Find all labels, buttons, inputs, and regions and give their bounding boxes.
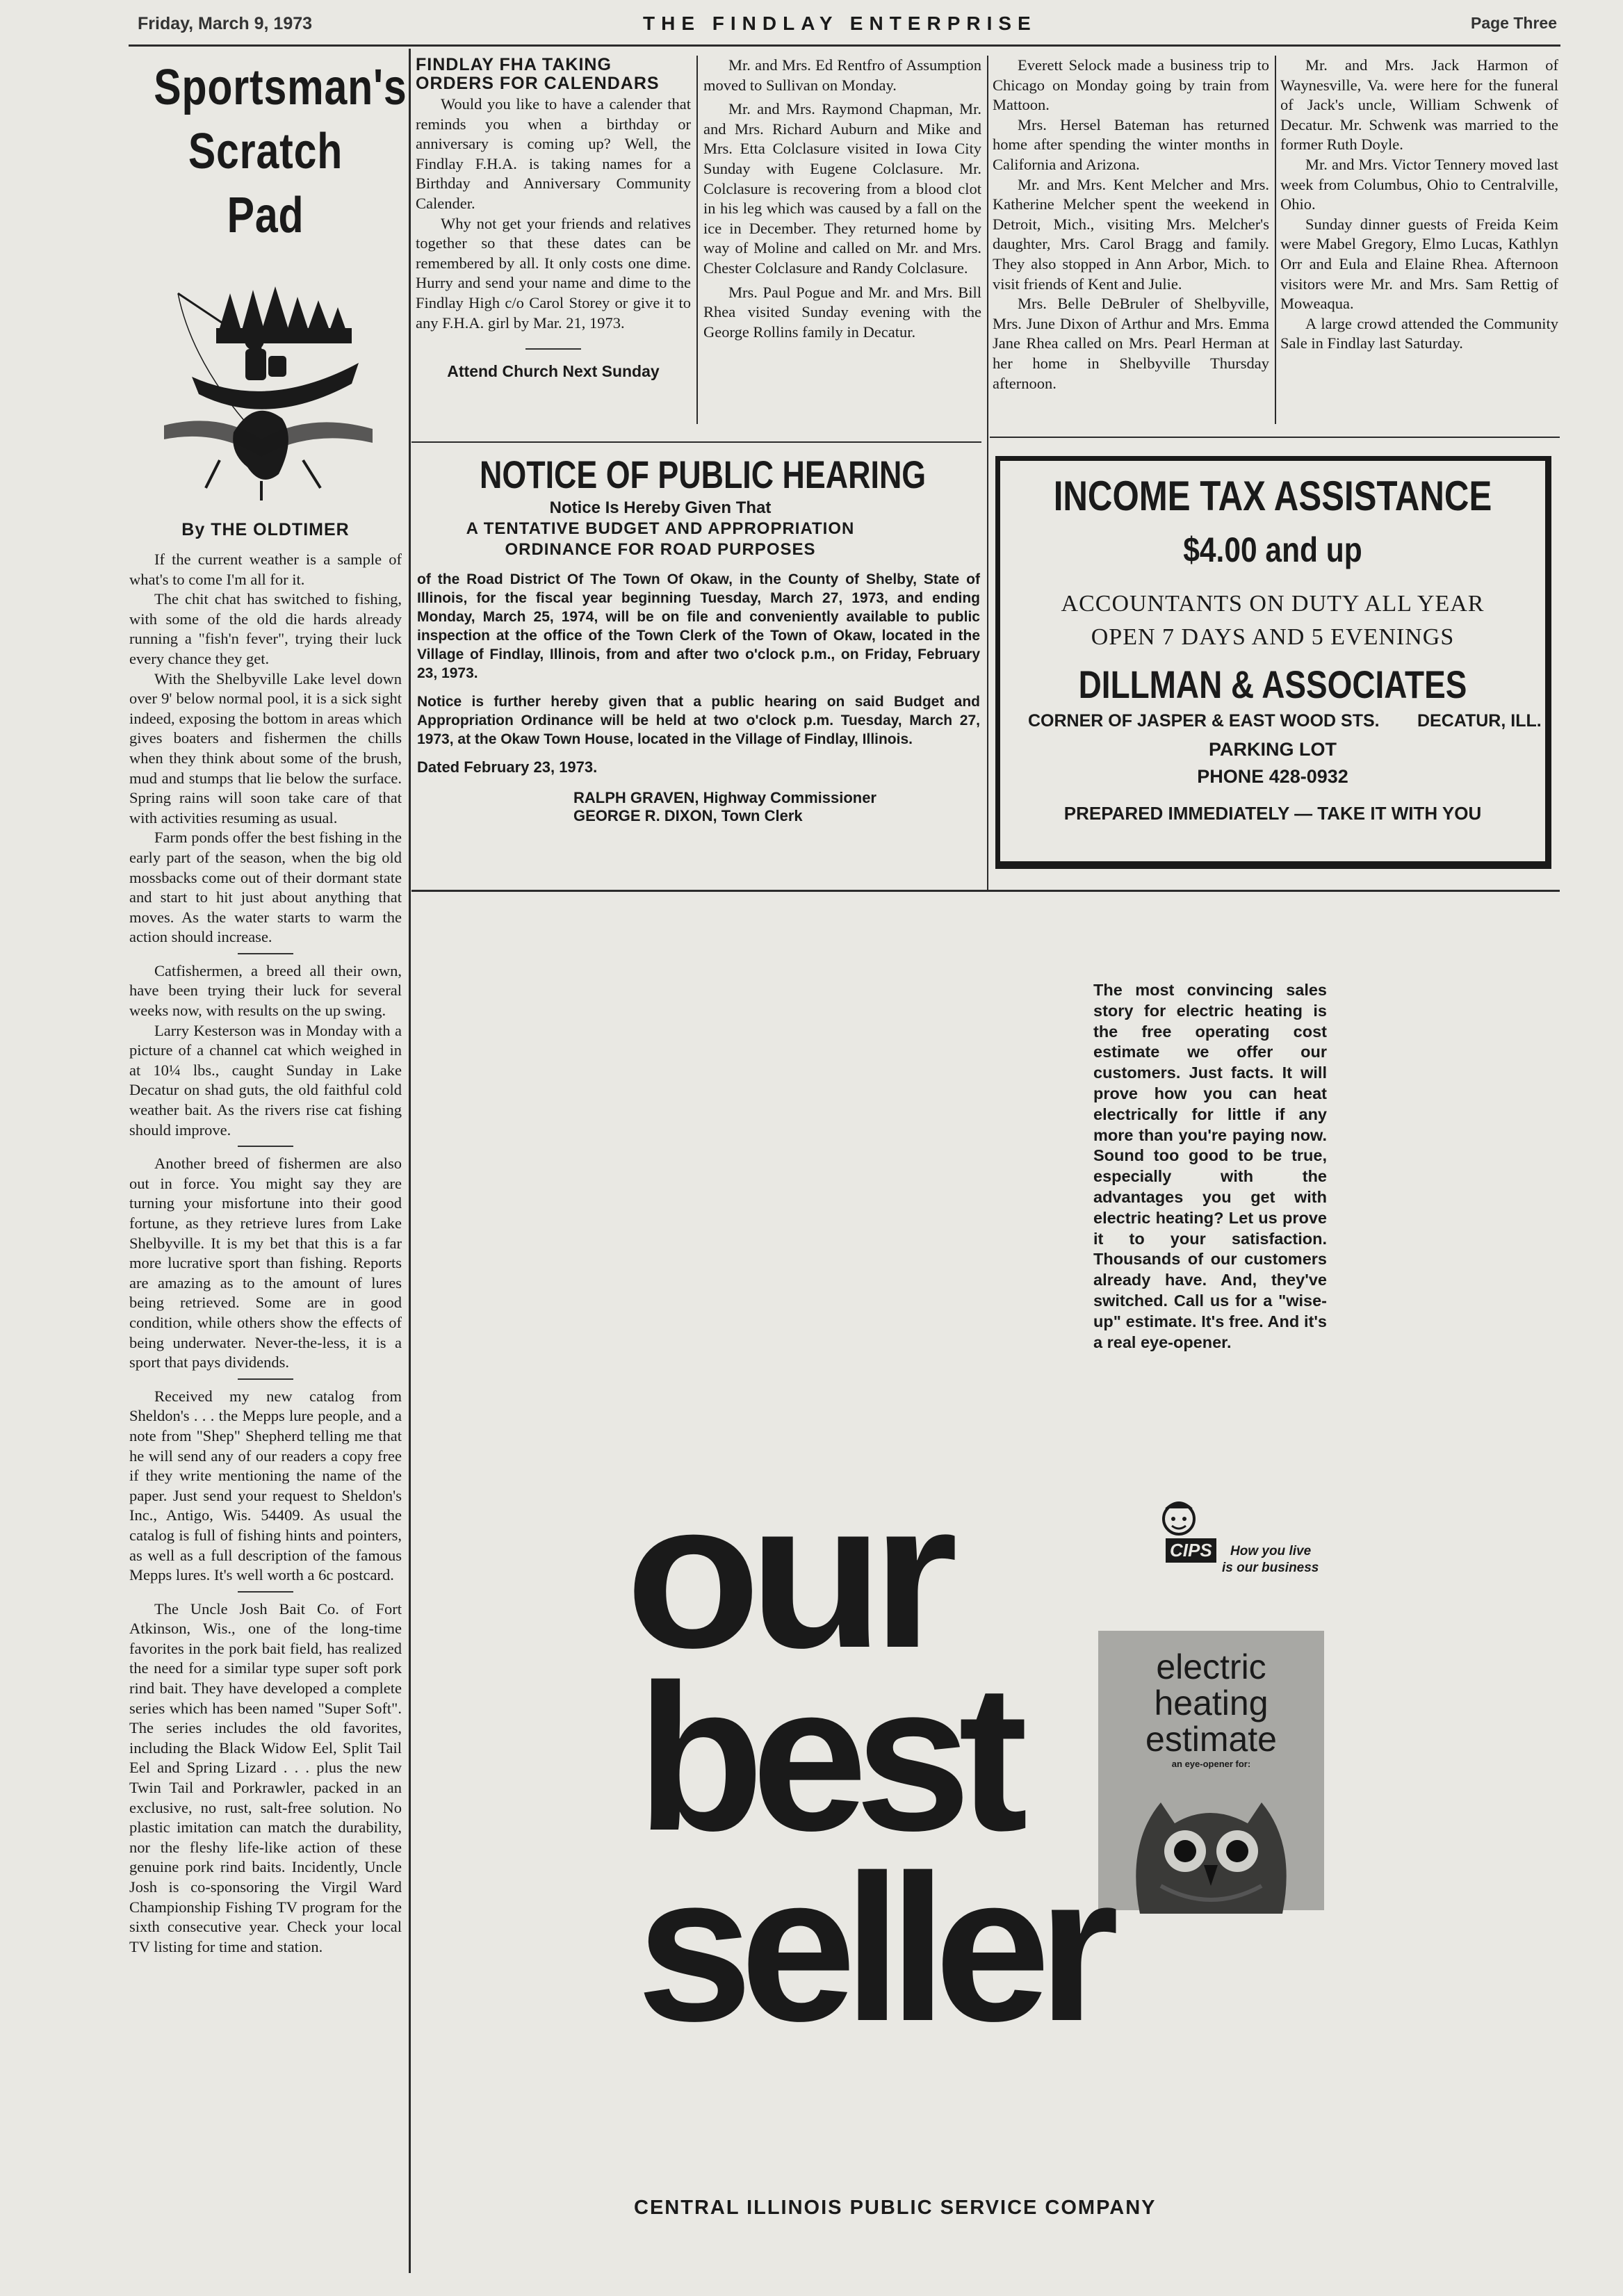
public-hearing-notice	[417, 452, 987, 825]
sportsman-paragraph: Received my new catalog from Sheldon's . . . the Mepps lure people, and a note from "Shep" Shepherd telling me that he will send any of our readers a copy free if they write mentioning the name of the paper. Just send your request to Sheldon's Inc., Antigo, Wis. 54409. As usual the catalog is full of fishing hints and pointers, as well as a full description of the famous Mepps lures. It's well worth a 6c postcard.	[129, 1387, 402, 1584]
tax-tagline: PREPARED IMMEDIATELY — TAKE IT WITH YOU	[1063, 803, 1482, 824]
cips-logo	[1150, 1491, 1331, 1588]
social-item: Mr. and Mrs. Ed Rentfro of Assumption moved to Sullivan on Monday.	[703, 56, 981, 94]
notice-body-1: of the Road District Of The Town Of Okaw, in the County of Shelby, State of Illinois, for the fiscal year beginning Tuesday, March 27, 1973, and ending Monday, March 25, 1974, will be on file and conveniently available to public inspection at the office of the Town Clerk of the Town of Okaw, located in the Village of Findlay, Illinois, from and after two o'clock p.m., on Friday, February 23, 1973.	[417, 571, 980, 681]
sportsman-paragraph: If the current weather is a sample of what's to come I'm all for it.	[129, 551, 402, 588]
separator	[525, 348, 581, 350]
separator	[238, 953, 293, 954]
masthead: THE FINDLAY ENTERPRISE	[643, 13, 1037, 34]
fha-paragraph: Why not get your friends and relatives together so that these dates can be remembered by all. It only costs one dime. Hurry and send your name and dime to the Findlay High c/o Carol Storey or give it to any F.H.A. girl by Mar. 21, 1973.	[416, 214, 691, 332]
notice-signature-1: RALPH GRAVEN, Highway Commissioner	[573, 789, 876, 806]
tax-line-1: ACCOUNTANTS ON DUTY ALL YEAR	[1061, 591, 1485, 617]
section-rule-1	[411, 441, 981, 443]
tax-phone: PHONE 428-0932	[1197, 766, 1348, 787]
social-item: Mrs. Paul Pogue and Mr. and Mrs. Bill Rhea visited Sunday evening with the George Rollins family in Decatur.	[703, 283, 981, 341]
social-item: Sunday dinner guests of Freida Keim were Mabel Gregory, Elmo Lucas, Kathlyn Orr and Eula and Elaine Rhea. Afternoon visitors were Mr. and Mrs. Sam Rettig of Moweaqua.	[1280, 215, 1558, 313]
separator	[238, 1146, 293, 1147]
booklet-sub: an eye-opener for:	[1171, 1759, 1251, 1769]
sportsman-paragraph: Catfishermen, a breed all their own, have been trying their luck for several weeks now, with results on the up swing.	[129, 961, 402, 1020]
booklet-line-3: estimate	[1145, 1720, 1277, 1759]
estimate-booklet	[1098, 1631, 1324, 1910]
social-item: A large crowd attended the Community Sale in Findlay last Saturday.	[1280, 314, 1558, 352]
fha-paragraph: Would you like to have a calender that reminds you when a birthday or anniversary is coming up? Well, the Findlay F.H.A. is taking names for a Birthday and Anniversary Community Calender.	[416, 95, 691, 212]
cips-slogan-2: is our business	[1222, 1561, 1319, 1575]
social-item: Mrs. Hersel Bateman has returned home after spending the winter months in California and Arizona.	[993, 115, 1269, 173]
column-rule-3	[987, 56, 988, 890]
church-notice: Attend Church Next Sunday	[447, 362, 660, 381]
fha-column	[416, 56, 691, 381]
social-item: Mr. and Mrs. Victor Tennery moved last week from Columbus, Ohio to Centralville, Ohio.	[1280, 155, 1558, 213]
sportsman-paragraph: Another breed of fishermen are also out in force. You might say they are turning your misfortune into their good fortune, as they retrieve lures from Lake Shelbyville. It is my bet that this is a far more lucrative sport than fishing. Reports are amazing as to the amount of lures being retrieved. Some are in good condition, while others show the effects of being underwater. Never-the-less, it is a sport that pays dividends.	[129, 1155, 402, 1371]
booklet-line-1: electric	[1156, 1647, 1266, 1686]
notice-title: NOTICE OF PUBLIC HEARING	[480, 453, 927, 496]
tax-address-row	[1000, 711, 1545, 735]
mascot-icon	[1155, 1491, 1203, 1540]
issue-date: Friday, March 9, 1973	[138, 14, 313, 33]
notice-sub2: A TENTATIVE BUDGET AND APPROPRIATION	[466, 519, 855, 538]
social-item: Mr. and Mrs. Jack Harmon of Waynesville, Va. were here for the funeral of Jack's uncle, William Schwenk of Decatur. Mr. Schwenk was married to the former Ruth Doyle.	[1280, 56, 1558, 154]
notice-body-2: Notice is further hereby given that a public hearing on said Budget and Appropriation Ordinance will be held at two o'clock p.m. Tuesday, March 27, 1973, at the Okaw Town House, located in the Village of Findlay, Illinois.	[417, 694, 980, 747]
page-number: Page Three	[1471, 14, 1557, 32]
sportsman-paragraph: With the Shelbyville Lake level down over 9' below normal pool, it is a sick sight indeed, exposing the bottom in areas which gives boaters and fishermen the chills when they think about some of the brush, mud and stumps that lie below the surface. Spring rains will soon take care of that with activities resuming as usual.	[129, 669, 402, 827]
separator	[238, 1378, 293, 1380]
section-rule-3	[411, 890, 1560, 892]
social-item: Mrs. Belle DeBruler of Shelbyville, Mrs. June Dixon of Arthur and Mrs. Emma Jane Rhea called on Mrs. Pearl Herman at her home in Shelbyville Thursday afternoon.	[993, 295, 1269, 392]
social-column-2	[993, 56, 1269, 393]
tax-title: INCOME TAX ASSISTANCE	[1053, 473, 1492, 519]
tax-line-2: OPEN 7 DAYS AND 5 EVENINGS	[1091, 624, 1455, 650]
headline-seller: seller	[637, 1831, 1107, 2065]
tax-city: DECATUR, ILL.	[1417, 711, 1542, 731]
notice-sub3: ORDINANCE FOR ROAD PURPOSES	[505, 540, 816, 559]
cips-copy: The most convincing sales story for electric heating is the free operating cost estimate we offer our customers. Just facts. It will prove how you can heat electrically for little if any more than you're paying now. Sound too good to be true, especially with the advantages you get with electric heating? Let us prove it to your satisfaction. Thousands of our customers already have. And, they've switched. Call us for a "wise-up" estimate. It's free. And it's a real eye-opener.	[1093, 981, 1327, 1351]
tax-address: CORNER OF JASPER & EAST WOOD STS.	[1028, 711, 1380, 731]
sportsman-paragraph: The Uncle Josh Bait Co. of Fort Atkinson, Wis., one of the long-time favorites in the pork bait field, has realized the need for a similar type super soft pork rind bait. They have developed a complete series which has been named "Super Soft". The series includes the old favorites, including the Black Widow Eel, Split Tail Eel and Spring Lizard . . . plus the new Twin Tail and Porkrawler, packed in an exclusive, no rust, salt-free solution. No plastic imitation can match the durability, nor the fleshy life-like action of these genuine pork rind baits. Incidently, Uncle Josh is co-sponsoring the Virgil Ward Championship Fishing TV program for the sixth consecutive year. Check your local TV listing for time and station.	[129, 1599, 402, 1955]
social-item: Mr. and Mrs. Raymond Chapman, Mr. and Mrs. Richard Auburn and Mike and Mrs. Etta Colclasure visited in Iowa City Sunday with Eugene Colclasure. Mr. Colclasure is recovering from a blood clot in his leg which was caused by a fall on the ice in December. They returned home by way of Moline and called on Mr. and Mrs. Chester Colclasure and Randy Colclasure.	[703, 100, 981, 277]
headline-our: our	[626, 1458, 947, 1691]
notice-sub1: Notice Is Hereby Given That	[549, 498, 772, 517]
tax-price: $4.00 and up	[1183, 530, 1362, 569]
tax-firm: DILLMAN & ASSOCIATES	[1078, 662, 1467, 706]
fha-headline: FINDLAY FHA TAKING ORDERS FOR CALENDARS	[416, 55, 660, 93]
social-item: Everett Selock made a business trip to Chicago on Monday going by train from Mattoon.	[993, 56, 1269, 114]
sportsman-paragraph: Farm ponds offer the best fishing in the early part of the season, when the big old mossbacks come out of their dormant state and start to hit just about anything that moves. As the water starts to warm the action should increase.	[129, 829, 402, 946]
sportsman-body	[129, 550, 402, 1957]
booklet-line-2: heating	[1154, 1684, 1269, 1723]
cips-slogan-1: How you live	[1230, 1544, 1312, 1558]
header-rule	[129, 44, 1560, 47]
notice-dated: Dated February 23, 1973.	[417, 758, 598, 776]
tax-parking: PARKING LOT	[1209, 739, 1337, 760]
notice-signature-2: GEORGE R. DIXON, Town Clerk	[573, 807, 803, 824]
sportsman-paragraph: The chit chat has switched to fishing, with some of the old die hards already running a "fish'n fever", trying their luck every chance they get.	[129, 590, 402, 667]
sportsman-column	[129, 56, 407, 1957]
social-column-3	[1280, 56, 1558, 354]
sportsman-byline: By THE OLDTIMER	[181, 520, 350, 539]
headline-best: best	[637, 1640, 1016, 1874]
column-rule-2	[696, 56, 698, 424]
social-item: Mr. and Mrs. Kent Melcher and Mrs. Katherine Melcher spent the weekend in Detroit, Mich., visiting Mrs. Melcher's daughter, Mrs. Carol Bragg and family. They also stopped in Ann Arbor, Mich. to visit friends of Kent and Julie.	[993, 175, 1269, 293]
cips-company: CENTRAL ILLINOIS PUBLIC SERVICE COMPANY	[634, 2197, 1157, 2219]
column-rule-4	[1275, 56, 1276, 424]
separator	[238, 1591, 293, 1593]
sportsman-paragraph: Larry Kesterson was in Monday with a picture of a channel cat which weighed in at 10¼ lbs., caught Sunday in Lake Decatur on shad guts, the old faithful cold weather bait. As the rivers rise cat fishing should improve.	[129, 1021, 402, 1139]
social-column-1	[703, 56, 981, 342]
cips-logo-mark: CIPS	[1166, 1538, 1216, 1563]
column-rule-left	[409, 49, 411, 2273]
section-rule-2	[990, 437, 1560, 438]
sportsman-title: Sportsman's Scratch Pad	[154, 60, 407, 243]
income-tax-ad	[995, 456, 1551, 869]
fisherman-illustration	[150, 279, 380, 502]
owl-icon	[1098, 1775, 1324, 1914]
fha-body	[416, 95, 691, 333]
